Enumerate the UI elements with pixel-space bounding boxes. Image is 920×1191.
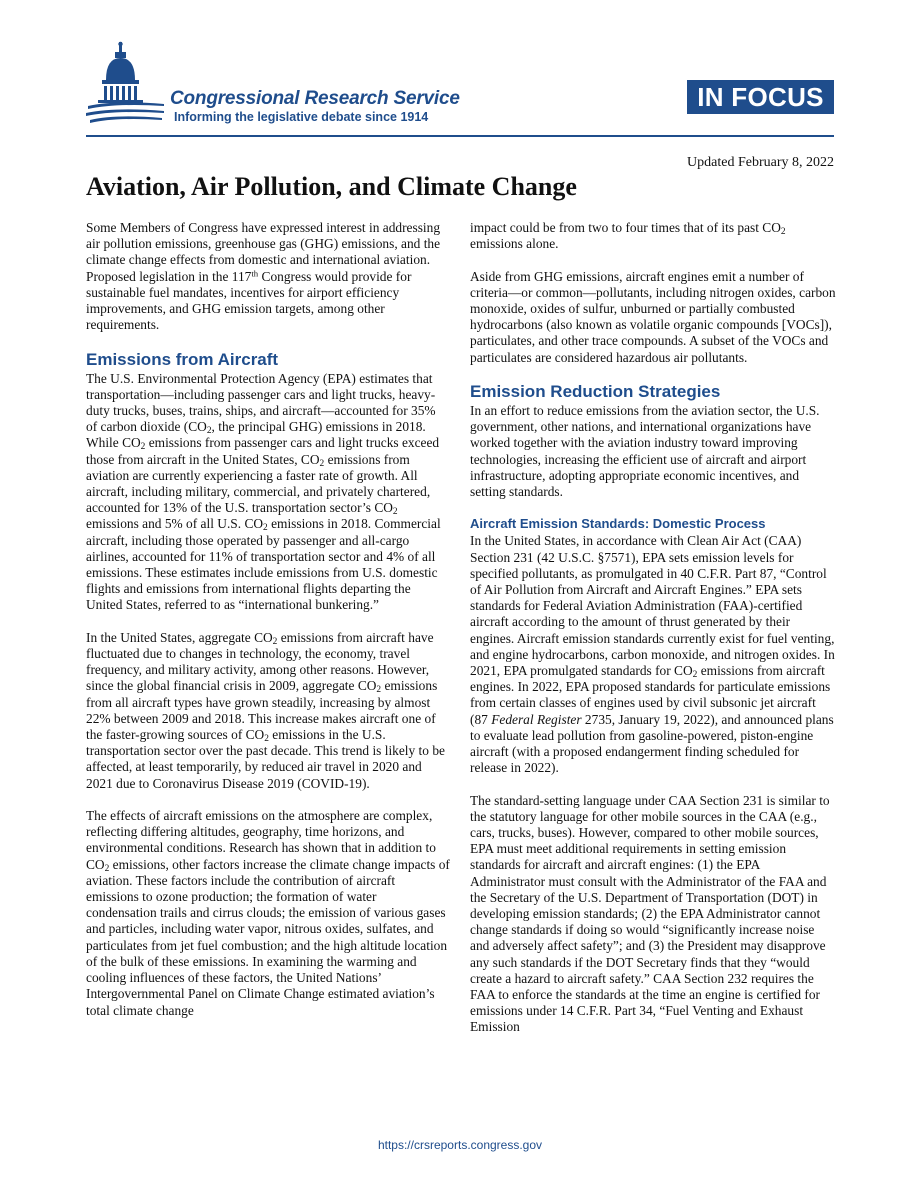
emissions-paragraph-4: Aside from GHG emissions, aircraft engines emit a number of criteria—or common—pollutants, including nitrogen oxides, carbon monoxide, oxides of sulfur, unburned or partially combusted hydrocarbons (also known as volatile organic compounds [VOCs]), particulates, and other trace compounds. A subset of the VOCs and particulates are considered hazardous air pollutants.	[470, 268, 836, 365]
right-column	[470, 220, 836, 1036]
in-focus-badge: IN FOCUS	[687, 80, 834, 114]
emissions-paragraph-3-continuation: impact could be from two to four times that of its past CO	[470, 220, 781, 235]
subsection-heading-standards: Aircraft Emission Standards: Domestic Process	[470, 516, 766, 532]
emissions-paragraph-2: In the United States, aggregate $CO_2$ emissions from aircraft have fluctuated due to changes in technology, the economy, travel frequency, and military activity, among other reasons. However, since the global financial crisis in 2009, aggregate $CO_2$ emissions from all aircraft types have grown steadily, increasing by almost 22% between 2009 and 2018. This increase makes aircraft one of the faster-growing sources of $CO_2$ emissions in the U.S. transportation sector over the past decade. This trend is likely to be affected, at least temporarily, by reduced air travel in 2020 and 2021 due to Coronavirus Disease 2019 (COVID-19).	[86, 629, 445, 791]
footer-url[interactable]: https://crsreports.congress.gov	[377, 1138, 543, 1152]
page-title: Aviation, Air Pollution, and Climate Change	[86, 172, 577, 201]
emissions-paragraph-3-start: The effects of aircraft emissions on the atmosphere are complex, reflecting differing altitudes, geography, time horizons, and environmental conditions. Research has shown that in addition to $CO_2$ emissions, other factors increase the climate change impacts of aviation. These factors include the contribution of aircraft emissions to ozone production; the formation of water condensation trails and cirrus clouds; the emission of various gases and particles, including water vapor, nitrous oxides, sulfates, and particulates from jet fuel combustion; and the high altitude location of the bulk of these emissions. In examining the warming and cooling influences of these factors, the United Nations’ Intergovernmental Panel on Climate Change estimated aviation’s total climate change	[86, 808, 450, 1018]
section-heading-emissions: Emissions from Aircraft	[86, 349, 279, 369]
org-tagline: Informing the legislative debate since 1914	[174, 110, 429, 124]
standards-paragraph-1: In the United States, in accordance with Clean Air Act (CAA) Section 231 (42 U.S.C. §7571), EPA sets emission levels for specified pollutants, as promulgated in 40 C.F.R. Part 87, “Control of Air Pollution from Aircraft and Aircraft Engines.” EPA sets standards for Federal Aviation Administration (FAA)-certified aircraft according to the amount of thrust generated by their engines. Aircraft emission standards currently exist for fuel venting, and engine hydrocarbons, carbon monoxide, and nitrogen oxides. In 2021, EPA promulgated standards for $CO_2$ emissions from aircraft engines. In 2022, EPA proposed standards for particulate emissions from certain classes of engines used by civil subsonic jet aircraft (87 Federal Register 2735, January 19, 2022), and announced plans to evaluate lead pollution from gasoline-powered, piston-engine aircraft (with a proposed endangerment finding scheduled for release in 2022).	[470, 533, 835, 776]
emissions-paragraph-1: The U.S. Environmental Protection Agency (EPA) estimates that transportation—including passenger cars and light trucks, heavy-duty trucks, buses, trains, ships, and aircraft—accounted for 35% of carbon dioxide ($CO_2$, the principal GHG) emissions in 2018. While $CO_2$ emissions from passenger cars and light trucks exceed those from aircraft in the United States, $CO_2$ emissions from aviation are currently experiencing a faster rate of growth. All aircraft, including military, commercial, and privately chartered, accounted for 13% of the U.S. transportation sector’s $CO_2$ emissions and 5% of all U.S. $CO_2$ emissions in 2018. Commercial aircraft, including those operated by passenger and all-cargo airlines, accounted for 11% of transportation sector and 4% of all emissions. These estimates include emissions from U.S. domestic flights and emissions from international flights departing the United States, referred to as “international bunkering.”	[86, 370, 441, 613]
emissions-paragraph-3-end: impact could be from two to four times that of its past $CO_2$ emissions alone.	[470, 220, 786, 252]
page-header	[86, 40, 834, 136]
org-name: Congressional Research Service	[170, 88, 460, 109]
header-divider	[86, 135, 834, 137]
intro-paragraph: Some Members of Congress have expressed interest in addressing air pollution emissions, greenhouse gas (GHG) emissions, and the climate change effects from domestic and international aviation. Proposed legislation in the 117th Congress would provide for sustainable fuel mandates, incentives for airport efficiency improvements, and GHG emission targets, among other requirements.	[86, 220, 441, 333]
updated-date: Updated February 8, 2022	[687, 155, 834, 170]
section-heading-strategies: Emission Reduction Strategies	[470, 382, 721, 401]
standards-paragraph-2: The standard-setting language under CAA Section 231 is similar to the statutory language for other mobile sources in the CAA (e.g., cars, trucks, buses). However, compared to other mobile sources, EPA must meet additional requirements in setting emission standards for aircraft and aircraft engines: (1) the EPA Administrator must consult with the Administrator of the FAA and the Secretary of the U.S. Department of Transportation (DOT) in developing emission standards; (2) the EPA Administrator cannot change standards if doing so would “significantly increase noise and adversely affect safety”; and (3) the President may disapprove any such standards if the DOT Secretary finds that they “would create a hazard to aircraft safety.” CAA Section 232 requires the FAA to enforce the standards at the time an engine is certified for emissions under 14 C.F.R. Part 34, “Fuel Venting and Exhaust Emission	[470, 792, 830, 1035]
strategies-paragraph: In an effort to reduce emissions from the aviation sector, the U.S. government, other nations, and international organizations have worked together with the aviation industry toward improving technologies, increasing the efficient use of aircraft and airport infrastructure, adopting appropriate economic incentives, and setting standards.	[470, 403, 820, 500]
capitol-dome-icon	[86, 40, 166, 130]
left-column	[86, 220, 450, 1019]
